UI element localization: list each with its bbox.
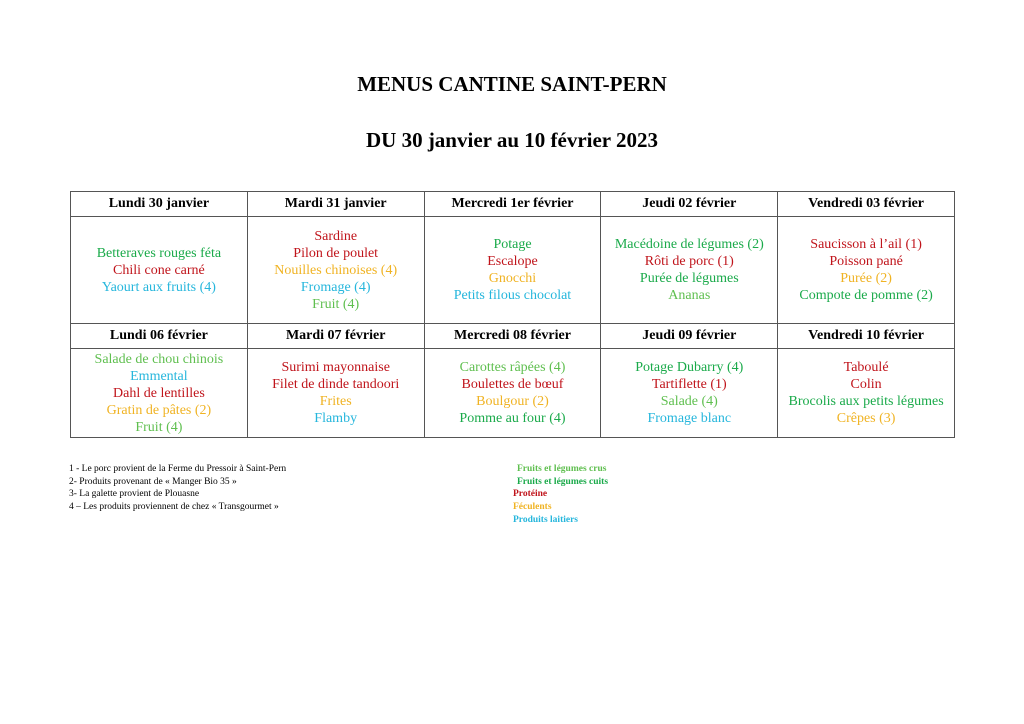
dish-item: Rôti de porc (1) [644, 254, 734, 269]
dish-item: Sardine [314, 228, 358, 244]
meal-cell [247, 349, 424, 438]
day-header: Mercredi 1er février [424, 192, 601, 217]
dish-item: Macédoine de légumes (2) [614, 237, 764, 252]
dish-item: Escalope [487, 254, 538, 269]
dish-item: Salade de chou chinois [94, 351, 224, 367]
dish-item: Boulettes de bœuf [461, 377, 564, 392]
dish-item: Fruit (4) [312, 296, 360, 312]
dish-item: Fruit (4) [135, 419, 183, 435]
dish-item: Salade (4) [660, 394, 718, 409]
legend-item-protein: Protéine [513, 489, 548, 500]
day-header: Lundi 30 janvier [71, 192, 248, 217]
dish-item: Gratin de pâtes (2) [106, 402, 212, 418]
dish-item: Potage Dubarry (4) [635, 360, 744, 375]
meal-cell [424, 349, 601, 438]
dish-item: Saucisson à l’ail (1) [810, 237, 922, 252]
meal-cell [247, 217, 424, 324]
dish-item: Boulgour (2) [476, 394, 549, 409]
meal-cell [71, 349, 248, 438]
dish-item: Poisson pané [829, 254, 903, 269]
dish-item: Ananas [668, 288, 711, 303]
dish-item: Potage [493, 237, 532, 252]
footnotes [69, 463, 286, 514]
week1-meals-row [71, 217, 955, 324]
dish-item: Pilon de poulet [293, 245, 379, 261]
dish-item: Purée (2) [840, 271, 892, 286]
dish-item: Betteraves rouges féta [96, 245, 222, 261]
color-legend [513, 463, 608, 527]
day-header: Vendredi 03 février [778, 192, 955, 217]
dish-item: Carottes râpées (4) [459, 360, 566, 375]
dish-item: Fromage (4) [300, 279, 371, 295]
day-header: Mardi 31 janvier [247, 192, 424, 217]
week1-header-row [71, 192, 955, 217]
day-header: Jeudi 09 février [601, 324, 778, 349]
meal-cell [778, 349, 955, 438]
dish-item: Fromage blanc [647, 411, 732, 426]
page-subtitle: DU 30 janvier au 10 février 2023 [365, 128, 658, 152]
page-title: MENUS CANTINE SAINT-PERN [357, 72, 667, 96]
footnote: 3- La galette provient de Plouasne [69, 489, 200, 500]
dish-item: Yaourt aux fruits (4) [101, 279, 216, 295]
dish-item: Pomme au four (4) [459, 411, 566, 426]
dish-item: Compote de pomme (2) [799, 288, 933, 303]
meal-cell [424, 217, 601, 324]
dish-item: Chili cone carné [113, 262, 205, 278]
legend-item-cooked: Fruits et légumes cuits [517, 476, 609, 487]
meal-cell [601, 349, 778, 438]
dish-item: Emmental [130, 368, 188, 384]
meal-cell [71, 217, 248, 324]
week2-meals-row [71, 349, 955, 438]
day-header: Mardi 07 février [247, 324, 424, 349]
day-header: Mercredi 08 février [424, 324, 601, 349]
footnote: 1 - Le porc provient de la Ferme du Pressoir à Saint-Pern [69, 464, 287, 474]
meal-cell [601, 217, 778, 324]
legend-item-feculents: Féculents [513, 502, 552, 513]
dish-item: Gnocchi [488, 271, 537, 286]
menu-table [70, 191, 955, 438]
legend-item-raw: Fruits et légumes crus [517, 464, 607, 474]
dish-item: Dahl de lentilles [113, 385, 205, 401]
dish-item: Purée de légumes [639, 271, 739, 286]
dish-item: Taboulé [843, 360, 889, 375]
meal-cell [778, 217, 955, 324]
dish-item: Filet de dinde tandoori [272, 377, 400, 392]
dish-item: Brocolis aux petits légumes [788, 394, 944, 409]
dish-item: Flamby [314, 411, 358, 426]
dish-item: Tartiflette (1) [651, 377, 727, 392]
day-header: Vendredi 10 février [778, 324, 955, 349]
dish-item: Crêpes (3) [836, 411, 896, 426]
dish-item: Frites [319, 394, 352, 409]
dish-item: Colin [850, 377, 882, 392]
dish-item: Surimi mayonnaise [281, 360, 390, 375]
footnote: 2- Produits provenant de « Manger Bio 35 » [69, 476, 237, 487]
legend-item-dairy: Produits laitiers [513, 514, 579, 525]
day-header: Jeudi 02 février [601, 192, 778, 217]
week2-header-row [71, 324, 955, 349]
footnote: 4 – Les produits proviennent de chez « Transgourmet » [69, 502, 279, 513]
dish-item: Petits filous chocolat [453, 288, 572, 303]
dish-item: Nouilles chinoises (4) [274, 262, 398, 278]
day-header: Lundi 06 février [71, 324, 248, 349]
